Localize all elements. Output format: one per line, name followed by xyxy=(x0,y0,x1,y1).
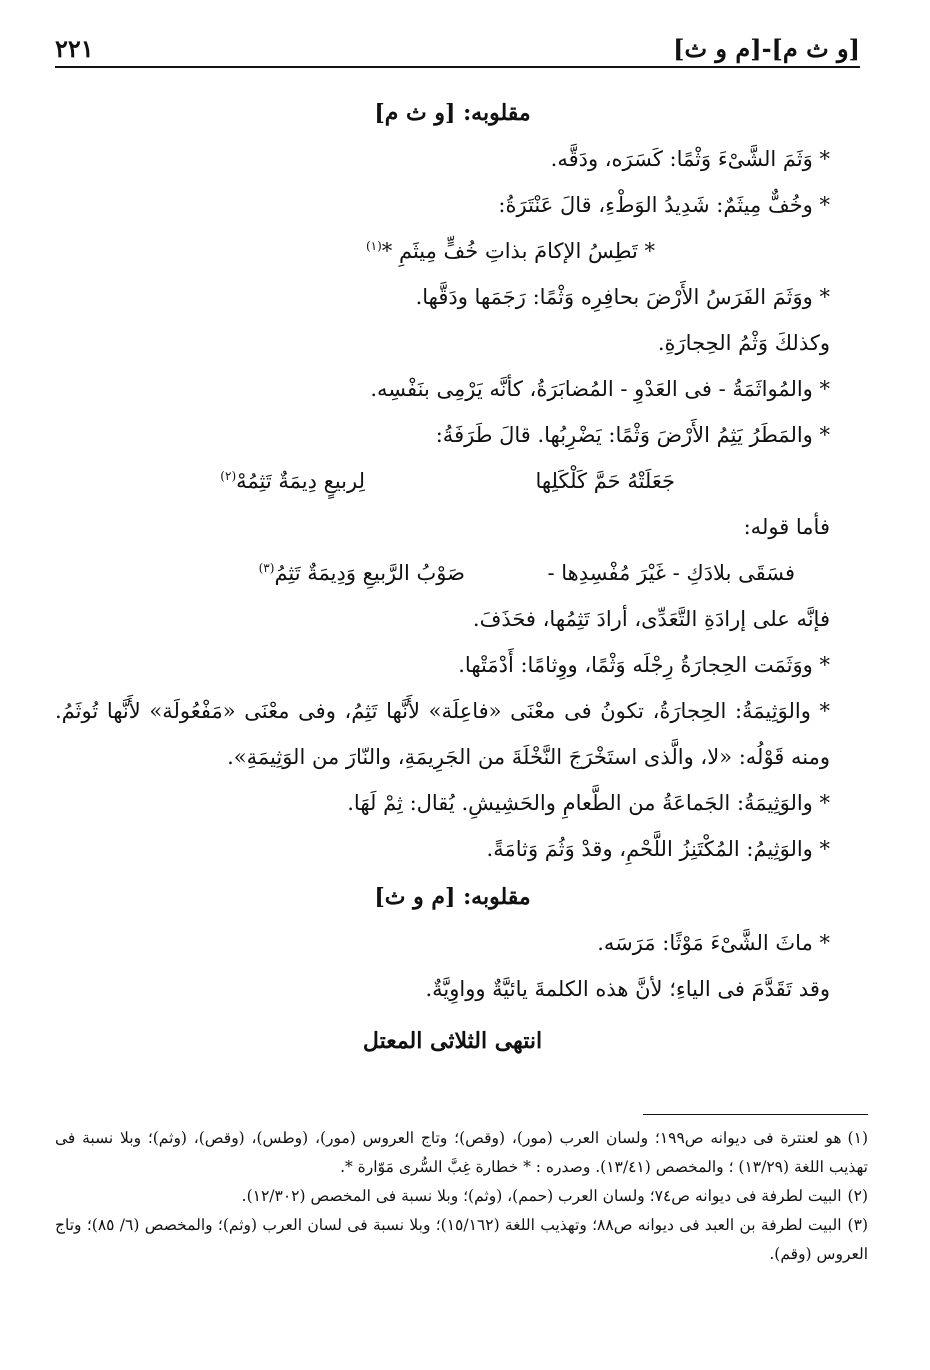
verse-hemistich-second xyxy=(220,458,365,504)
footnote-number: (٢) xyxy=(847,1187,868,1205)
verse-hemistich-second xyxy=(259,550,465,596)
verse-text: لِربيعٍ دِيمَةٌ تَثِمُهْ xyxy=(236,469,365,493)
footnote-ref: (٣) xyxy=(258,561,275,575)
text-line: فأما قوله: xyxy=(743,515,830,539)
footnote-text: البيت لطرفة فى ديوانه ص٧٤؛ ولسان العرب (حمم)، (وثم)؛ وبلا نسبة فى المخصص (١٢/٣٠٢). xyxy=(241,1187,842,1205)
end-heading: انتهى الثلاثى المعتل xyxy=(362,1028,543,1054)
verse-hemistich-first: فسَقَى بلادَكِ - غَيْرَ مُفْسِدِها - xyxy=(547,561,795,585)
footnote xyxy=(55,1182,868,1211)
text-line: وقد تَقَدَّمَ فى الياءِ؛ لأنَّ هذه الكلمةَ يائيَّةٌ وواوِيَّةٌ. xyxy=(425,977,830,1001)
verse-hemistich-first: جَعَلَتْهُ حَمَّ كَلْكَلِها xyxy=(535,469,675,493)
page-number: ٢٢١ xyxy=(55,34,94,63)
footnotes xyxy=(55,1124,868,1269)
footnote xyxy=(55,1211,868,1269)
page-header xyxy=(55,30,860,70)
main-text xyxy=(55,88,830,1064)
section-heading: مقلوبه: [م و ث] xyxy=(374,884,531,910)
text-line: * ماثَ الشَّىْءَ مَوْثًا: مَرَسَه. xyxy=(597,931,830,955)
text-line: * وخُفٌّ مِيثَمٌ: شَدِيدُ الوَطْءِ، قالَ عَنْتَرَةُ: xyxy=(498,193,830,217)
header-rule xyxy=(55,66,860,68)
text-paragraph: * والوَثِيمَةُ: الحِجارَةُ، تكونُ فى معْنَى «فاعِلَة» لأَنَّها تَثِمُ، وفى معْنَى «مَفْعُولَة» لأَنَّها تُوثَمُ. ومنه قَوْلُه: «لا، والَّذى استَخْرَجَ النَّخْلَةَ من الجَرِيمَةِ، والنّارَ من الوَثِيمَةِ». xyxy=(55,699,830,769)
section-heading: مقلوبه: [و ث م] xyxy=(374,100,531,126)
footnote-ref: (٢) xyxy=(220,469,237,483)
text-line: * والوَثِيمُ: المُكْتَنِزُ اللَّحْمِ، وقدْ وَثُمَ وَثامَةً. xyxy=(486,837,830,861)
text-line: وكذلكَ وَثْمُ الحِجارَةِ. xyxy=(657,331,830,355)
text-line: * ووَثَمَ الفَرَسُ الأَرْضَ بحافِرِه وَثْمًا: رَجَمَها ودَقَّها. xyxy=(415,285,830,309)
footnote xyxy=(55,1124,868,1182)
footnote-text: البيت لطرفة بن العبد فى ديوانه ص٨٨؛ وتهذيب اللغة (١٥/١٦٢)؛ وبلا نسبة فى لسان العرب (وثم)؛ والمخصص (٦/ ٨٥)؛ وتاج العروس (وقم). xyxy=(55,1216,868,1263)
verse-couplet xyxy=(75,458,830,504)
footnote-number: (٣) xyxy=(847,1216,868,1234)
footnote-ref: (١) xyxy=(365,239,382,253)
text-line: * ووَثَمَت الحِجارَةُ رِجْلَه وَثْمًا، ووِثامًا: أَدْمَتْها. xyxy=(458,653,830,677)
running-title: [و ث م]-[م و ث] xyxy=(673,34,860,63)
text-line: * والمُواثَمَةُ - فى العَدْوِ - المُضابَرَةُ، كأنَّه يَرْمِى بنَفْسِه. xyxy=(370,377,830,401)
verse-text: صَوْبُ الرَّبيعِ وَدِيمَةٌ تَثِمُ xyxy=(274,561,465,585)
verse-text: * تَطِسُ الإكامَ بذاتِ خُفٍّ مِيثَمِ * xyxy=(381,239,655,263)
text-line: * والوَثِيمَةُ: الجَماعَةُ من الطَّعامِ والحَشِيشِ. يُقال: ثِمْ لَهَا. xyxy=(347,791,830,815)
footnote-rule xyxy=(643,1114,868,1115)
text-line: * والمَطَرُ يَثِمُ الأَرْضَ وَثْمًا: يَضْرِبُها. قالَ طَرَفَةُ: xyxy=(435,423,830,447)
footnote-number: (١) xyxy=(847,1129,868,1147)
verse-couplet xyxy=(75,550,830,596)
text-line: فإنَّه على إرادَةِ التَّعَدِّى، أرادَ تَثِمُها، فحَذَفَ. xyxy=(472,607,830,631)
footnote-text: هو لعنترة فى ديوانه ص١٩٩؛ ولسان العرب (مور)، (وقص)؛ وتاج العروس (مور)، (وطس)، (وقص)، (وثم)؛ وبلا نسبة فى تهذيب اللغة (١٣/٢٩) ؛ والمخصص (١٣/٤١). وصدره : * خطارة غِبَّ السُّرى مَوّارة *. xyxy=(55,1129,868,1176)
verse-line xyxy=(75,228,830,274)
text-line: * وَثَمَ الشَّىْءَ وَثْمًا: كَسَرَه، ودَقَّه. xyxy=(550,147,830,171)
